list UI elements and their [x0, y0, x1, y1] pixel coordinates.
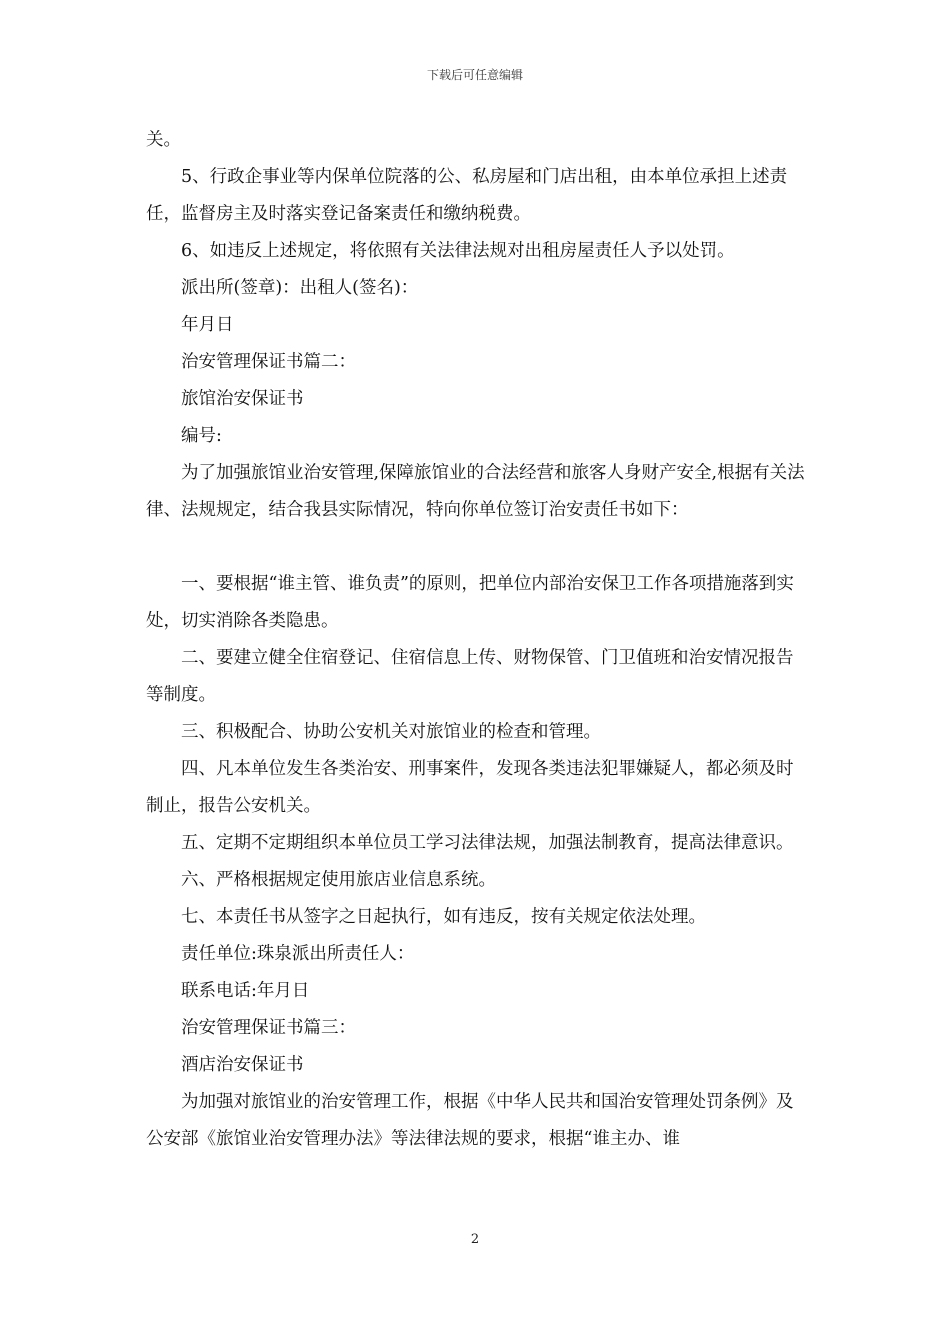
list-item: 一、要根据“谁主管、谁负责”的原则，把单位内部治安保卫工作各项措施落到实处，切实消除各类隐患。 — [146, 574, 794, 631]
document-title: 酒店治安保证书 — [181, 1055, 304, 1075]
paragraph: 关。 — [146, 130, 181, 150]
signature-line: 派出所(签章)：出租人(签名)： — [181, 278, 419, 298]
page-header: 下载后可任意编辑 — [426, 68, 523, 82]
paragraph: 6、如违反上述规定，将依照有关法律法规对出租房屋责任人予以处罚。 — [181, 241, 735, 261]
list-item: 三、积极配合、协助公安机关对旅馆业的检查和管理。 — [181, 722, 601, 742]
section-heading: 治安管理保证书篇二： — [181, 352, 356, 372]
paragraph: 5、行政企事业等内保单位院落的公、私房屋和门店出租，由本单位承担上述责任，监督房主及时落实登记备案责任和缴纳税费。 — [146, 167, 788, 224]
list-item: 二、要建立健全住宿登记、住宿信息上传、财物保管、门卫值班和治安情况报告等制度。 — [146, 648, 794, 705]
date-line: 年月日 — [181, 315, 234, 335]
signature-line: 责任单位:珠泉派出所责任人： — [181, 944, 415, 964]
paragraph: 为加强对旅馆业的治安管理工作，根据《中华人民共和国治安管理处罚条例》及公安部《旅馆业治安管理办法》等法律法规的要求，根据“谁主办、谁 — [146, 1092, 794, 1149]
page-number: 2 — [470, 1232, 480, 1247]
list-item: 七、本责任书从签字之日起执行，如有违反，按有关规定依法处理。 — [181, 907, 706, 927]
contact-line: 联系电话:年月日 — [181, 981, 310, 1001]
blank-line — [146, 529, 806, 566]
list-item: 六、严格根据规定使用旅店业信息系统。 — [181, 870, 496, 890]
document-title: 旅馆治安保证书 — [181, 389, 304, 409]
list-item: 四、凡本单位发生各类治安、刑事案件，发现各类违法犯罪嫌疑人，都必须及时制止，报告公安机关。 — [146, 759, 794, 816]
list-item: 五、定期不定期组织本单位员工学习法律法规，加强法制教育，提高法律意识。 — [181, 833, 794, 853]
section-heading: 治安管理保证书篇三： — [181, 1018, 356, 1038]
paragraph: 为了加强旅馆业治安管理,保障旅馆业的合法经营和旅客人身财产安全,根据有关法律、法规规定，结合我县实际情况，特向你单位签订治安责任书如下： — [146, 463, 805, 520]
document-body — [146, 122, 806, 1158]
number-label: 编号: — [181, 426, 222, 446]
